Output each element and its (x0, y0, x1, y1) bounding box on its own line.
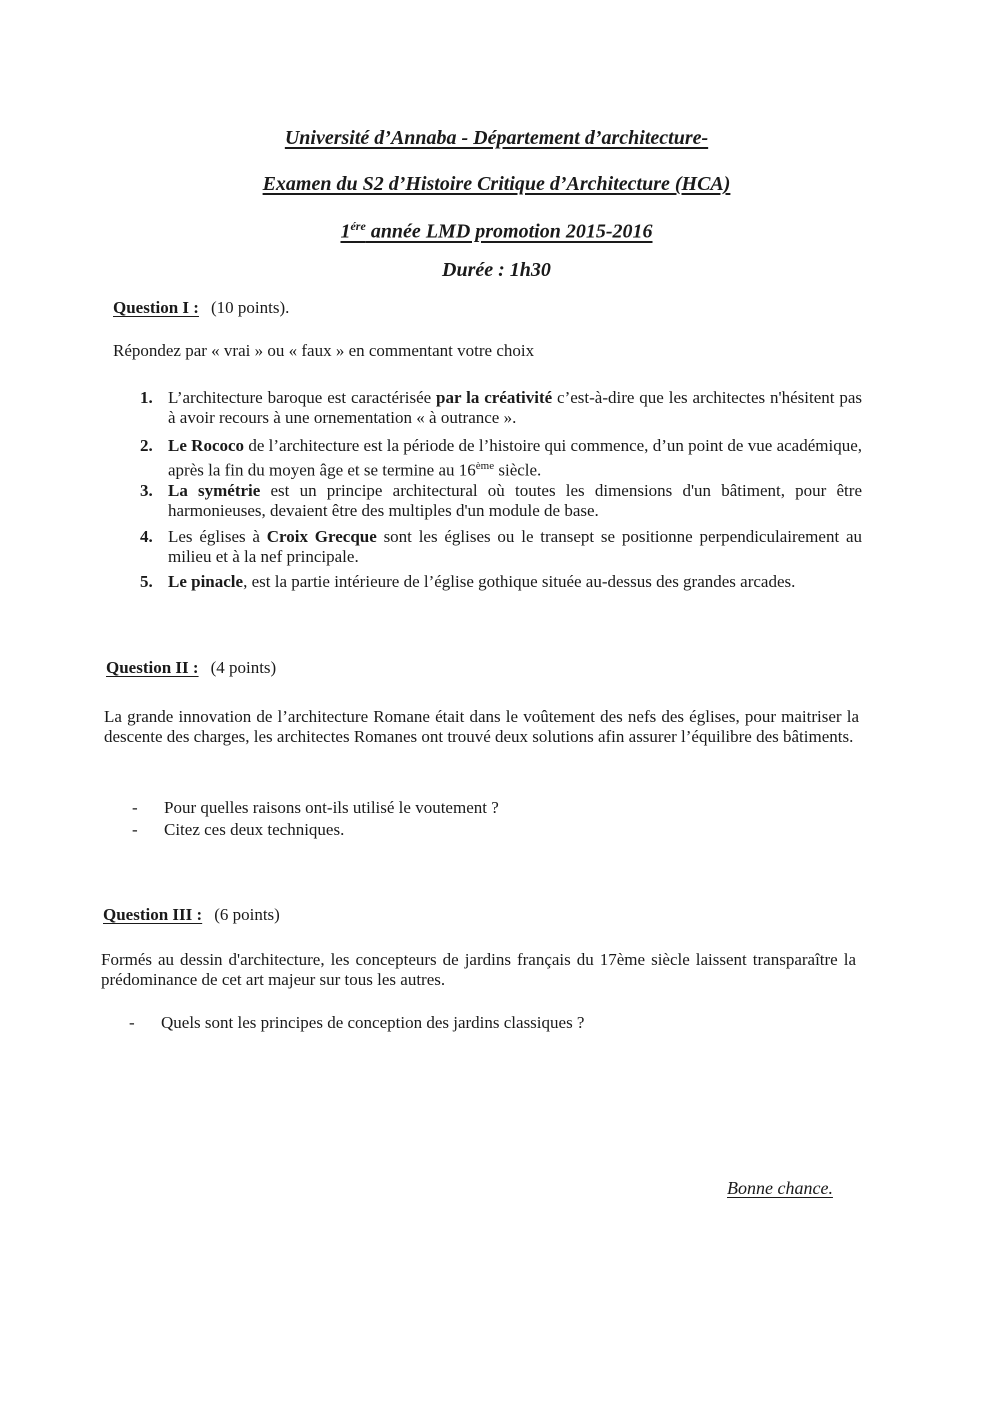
item-text: sont les églises ou le transept se positionne perpendiculairement au milieu et à la nef principale. (168, 527, 863, 566)
item-text: Les églises à (168, 527, 267, 546)
question-2-text: La grande innovation de l’architecture Romane était dans le voûtement des nefs des églises, pour maitriser la descente des charges, les architectes Romanes ont trouvé deux solutions afin assurer l’équilibre des bâtiments. (104, 707, 859, 746)
item-text: siècle. (494, 460, 542, 480)
question-1-item-1 (140, 388, 863, 428)
item-keyword: par la créativité (436, 388, 553, 407)
item-number: 2. (140, 436, 153, 455)
list-dash: - (132, 798, 138, 817)
item-text: L’architecture baroque est caractérisée (168, 388, 437, 407)
list-dash: - (129, 1013, 135, 1032)
question-3-label: Question III : (103, 905, 203, 924)
exam-duration: Durée : 1h30 (442, 259, 551, 281)
question-1-item-4 (140, 527, 863, 567)
promotion-text: année LMD promotion 2015-2016 (365, 220, 653, 243)
question-3-text: Formés au dessin d'architecture, les concepteurs de jardins français du 17ème siècle laissent transparaître la prédominance de cet art majeur sur tous les autres. (101, 950, 856, 989)
item-text: de l’architecture est la période de l’histoire qui commence, d’un point de vue académique, après la fin du moyen âge et se termine au 16 (168, 436, 862, 480)
closing-note: Bonne chance. (727, 1178, 833, 1198)
question-2-points: (4 points) (210, 658, 277, 677)
question-3-points: (6 points) (214, 905, 280, 924)
question-3-title (103, 904, 280, 926)
item-text: Quels sont les principes de conception des jardins classiques ? (161, 1013, 585, 1032)
university-heading: Université d’Annaba - Département d’architecture- (284, 127, 709, 149)
question-2-label: Question II : (106, 658, 199, 677)
item-number: 5. (140, 572, 153, 591)
promotion-line (0, 214, 993, 244)
item-text: est un principe architectural où toutes les dimensions d'un bâtiment, pour être harmonieuses, devaient être des multiples d'un module de base. (168, 481, 862, 520)
question-1-item-2 (140, 436, 862, 481)
promotion-ordinal-sup: ére (350, 219, 366, 233)
question-2-title (106, 657, 276, 679)
item-sup: ème (475, 460, 495, 472)
question-3-item-1 (129, 1013, 585, 1033)
item-number: 3. (140, 481, 153, 500)
list-dash: - (132, 820, 138, 839)
question-2-item-2 (132, 820, 345, 840)
item-text: c’est-à-dire que les architectes n'hésitent pas à avoir recours à une ornementation « à outrance ». (168, 388, 863, 427)
item-text: Pour quelles raisons ont-ils utilisé le voutement ? (164, 798, 499, 817)
question-2-item-1 (132, 798, 499, 818)
question-1-item-3 (140, 481, 862, 521)
item-keyword: Le Rococo (168, 436, 245, 455)
question-1-title (113, 297, 289, 319)
item-keyword: La symétrie (168, 481, 261, 500)
question-1-instruction: Répondez par « vrai » ou « faux » en commentant votre choix (113, 341, 535, 360)
item-number: 1. (140, 388, 153, 407)
item-keyword: Le pinacle (168, 572, 244, 591)
item-number: 4. (140, 527, 153, 546)
item-keyword: Croix Grecque (266, 527, 377, 546)
item-text: Citez ces deux techniques. (164, 820, 345, 839)
exam-title: Examen du S2 d’Histoire Critique d’Architecture (HCA) (262, 173, 731, 195)
question-1-points: (10 points). (210, 298, 290, 317)
item-text: , est la partie intérieure de l’église gothique située au-dessus des grandes arcades. (243, 572, 796, 591)
question-1-label: Question I : (113, 298, 199, 317)
question-1-item-5 (140, 572, 862, 592)
promotion-ordinal: 1 (340, 220, 351, 243)
